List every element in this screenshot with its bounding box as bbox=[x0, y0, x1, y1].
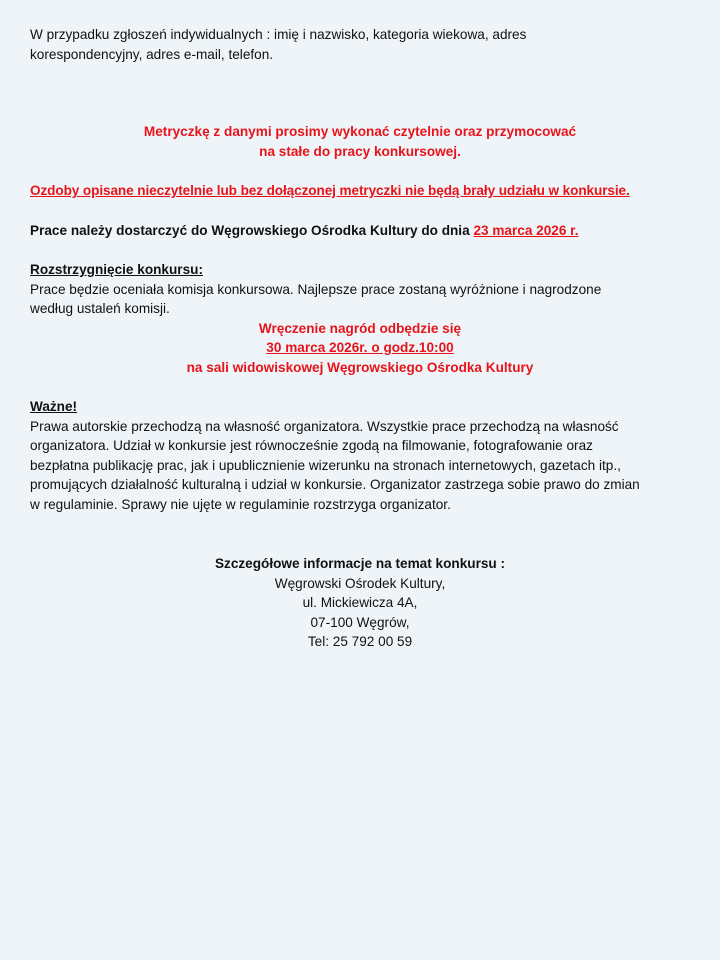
results-section bbox=[30, 260, 690, 377]
contact-heading: Szczegółowe informacje na temat konkursu : bbox=[214, 556, 506, 571]
results-heading: Rozstrzygnięcie konkursu: bbox=[30, 262, 203, 277]
contact-section bbox=[30, 554, 690, 652]
contact-phone: Tel: 25 792 00 59 bbox=[307, 634, 413, 649]
regulations-page bbox=[30, 25, 690, 652]
award-date: 30 marca 2026r. o godz.10:00 bbox=[266, 340, 454, 355]
important-line-3: bezpłatna publikację prac, jak i upublicznienie wizerunku na stronach internetowych, gazetach itp., bbox=[30, 457, 621, 473]
decoration-warning: Ozdoby opisane nieczytelnie lub bez dołączonej metryczki nie będą brały udziału w konkursie. bbox=[30, 183, 630, 198]
deadline-notice bbox=[30, 221, 690, 241]
award-line-1: Wręczenie nagród odbędzie się bbox=[258, 320, 462, 336]
results-line-1: Prace będzie oceniała komisja konkursowa. Najlepsze prace zostaną wyróżnione i nagrodzone bbox=[30, 281, 602, 297]
contact-org: Węgrowski Ośrodek Kultury, bbox=[274, 575, 446, 591]
metryczka-notice bbox=[30, 122, 690, 161]
important-line-2: organizatora. Udział w konkursie jest równocześnie zgodą na filmowanie, fotografowanie oraz bbox=[30, 438, 593, 453]
intro-line-2: korespondencyjny, adres e-mail, telefon. bbox=[30, 46, 274, 62]
important-heading: Ważne! bbox=[30, 399, 78, 414]
deadline-text: Prace należy dostarczyć do Węgrowskiego Ośrodka Kultury do dnia bbox=[30, 222, 474, 238]
contact-street: ul. Mickiewicza 4A, bbox=[302, 595, 418, 610]
deadline-date: 23 marca 2026 r. bbox=[473, 222, 579, 238]
spacer bbox=[30, 64, 690, 122]
spacer bbox=[30, 514, 690, 554]
metryczka-line-1: Metryczkę z danymi prosimy wykonać czytelnie oraz przymocować bbox=[143, 124, 577, 139]
contact-city: 07-100 Węgrów, bbox=[310, 614, 410, 630]
award-venue: na sali widowiskowej Węgrowskiego Ośrodka Kultury bbox=[186, 359, 534, 375]
spacer bbox=[30, 161, 690, 181]
spacer bbox=[30, 201, 690, 221]
results-line-2: według ustaleń komisji. bbox=[30, 301, 170, 316]
spacer bbox=[30, 377, 690, 397]
important-section bbox=[30, 397, 690, 514]
intro-line-1: W przypadku zgłoszeń indywidualnych : imię i nazwisko, kategoria wiekowa, adres bbox=[30, 27, 527, 42]
metryczka-line-2: na stałe do pracy konkursowej. bbox=[259, 143, 461, 159]
award-date-wrapper bbox=[30, 338, 690, 358]
important-line-5: w regulaminie. Sprawy nie ujęte w regulaminie rozstrzyga organizator. bbox=[30, 496, 451, 512]
spacer bbox=[30, 240, 690, 260]
important-line-1: Prawa autorskie przechodzą na własność organizatora. Wszystkie prace przechodzą na własność bbox=[30, 418, 619, 434]
important-line-4: promujących działalność kulturalną i udział w konkursie. Organizator zastrzega sobie prawo do zmian bbox=[30, 477, 640, 492]
